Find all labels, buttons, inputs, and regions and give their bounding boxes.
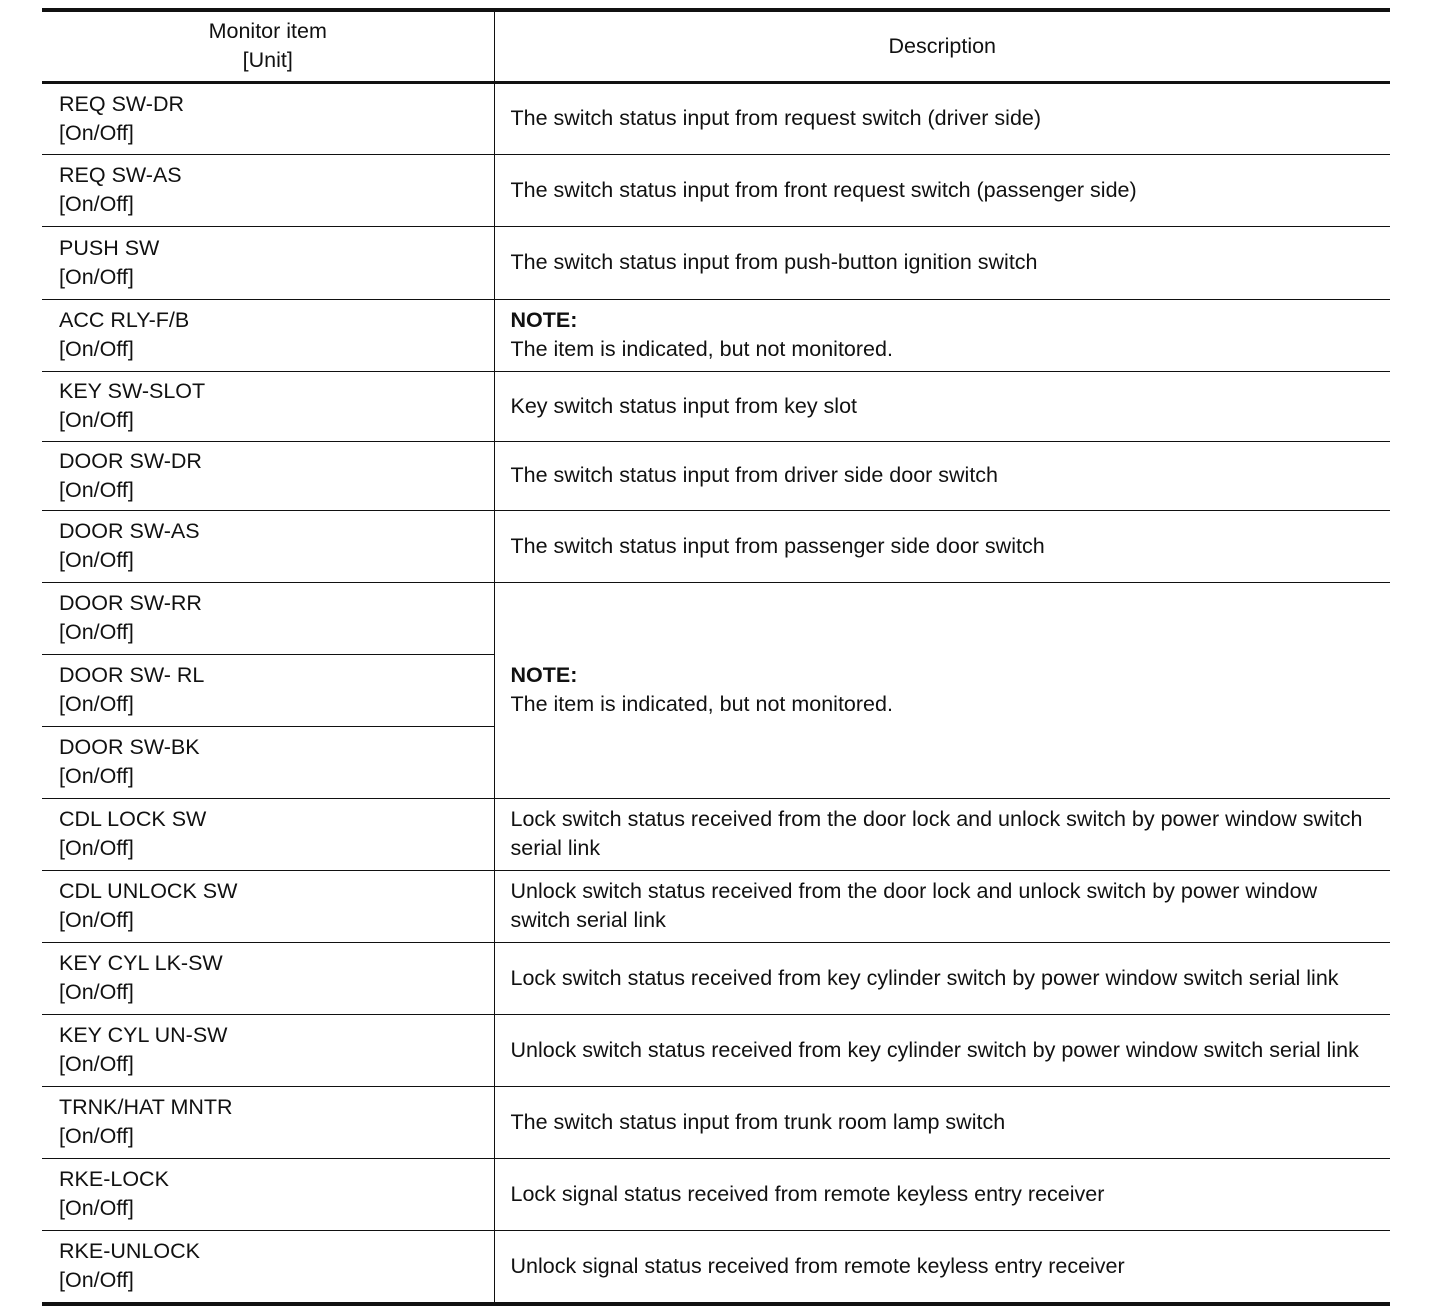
monitor-item-unit: [On/Off]: [59, 192, 134, 216]
table-row: [42, 582, 1390, 654]
table-row: [42, 154, 1390, 226]
monitor-item-cell: [42, 1086, 494, 1158]
table-row: [42, 798, 1390, 870]
table-row: [42, 1158, 1390, 1230]
table-row: [42, 942, 1390, 1014]
table-row: [42, 82, 1390, 154]
description-cell: [494, 582, 1390, 798]
monitor-item-name: REQ SW-DR: [59, 91, 185, 116]
table-row: [42, 441, 1390, 510]
monitor-item-cell: [42, 82, 494, 154]
monitor-item-cell: [42, 798, 494, 870]
monitor-item-cell: [42, 226, 494, 299]
description-cell: The switch status input from push-button ignition switch: [494, 226, 1390, 299]
monitor-item-cell: [42, 1014, 494, 1086]
monitor-item-name: DOOR SW-DR: [59, 448, 202, 473]
table-row: [42, 299, 1390, 371]
monitor-item-unit: [On/Off]: [59, 264, 134, 289]
monitor-item-name: REQ SW-AS: [59, 163, 182, 187]
monitor-item-unit: [On/Off]: [59, 408, 134, 432]
description-cell: Lock switch status received from key cylinder switch by power window switch serial link: [494, 942, 1390, 1014]
monitor-item-unit: [On/Off]: [59, 120, 134, 145]
table-row: [42, 1086, 1390, 1158]
monitor-item-unit: [On/Off]: [59, 548, 134, 572]
monitor-item-name: KEY CYL UN-SW: [59, 1023, 228, 1047]
monitor-item-cell: [42, 371, 494, 441]
description-cell: Unlock signal status received from remote keyless entry receiver: [494, 1230, 1390, 1304]
table-row: [42, 226, 1390, 299]
table-row: [42, 1230, 1390, 1304]
monitor-item-name: DOOR SW-RR: [59, 591, 202, 615]
table-row: [42, 371, 1390, 441]
description-cell: Unlock switch status received from key cylinder switch by power window switch serial link: [494, 1014, 1390, 1086]
header-description: Description: [494, 10, 1390, 82]
header-unit-label: [Unit]: [242, 48, 293, 73]
header-row: [42, 10, 1390, 82]
monitor-item-name: RKE-LOCK: [59, 1167, 169, 1191]
monitor-item-name: DOOR SW-BK: [59, 735, 200, 759]
table-header: [42, 10, 1390, 82]
monitor-item-unit: [On/Off]: [59, 836, 134, 860]
monitor-item-cell: [42, 870, 494, 942]
note-text: The item is indicated, but not monitored.: [510, 337, 893, 361]
monitor-item-unit: [On/Off]: [59, 1124, 134, 1148]
description-cell: The switch status input from passenger side door switch: [494, 510, 1390, 582]
description-cell: The switch status input from front request switch (passenger side): [494, 154, 1390, 226]
monitor-item-name: ACC RLY-F/B: [59, 308, 190, 332]
table-body: [42, 82, 1390, 1304]
description-cell: Lock switch status received from the door lock and unlock switch by power window switch serial link: [494, 798, 1390, 870]
monitor-item-unit: [On/Off]: [59, 980, 134, 1004]
monitor-item-name: TRNK/HAT MNTR: [59, 1095, 233, 1119]
description-cell: The switch status input from driver side door switch: [494, 441, 1390, 510]
description-cell: [494, 299, 1390, 371]
monitor-item-name: KEY SW-SLOT: [59, 379, 206, 403]
description-cell: The switch status input from request switch (driver side): [494, 82, 1390, 154]
monitor-item-table: [42, 8, 1390, 1306]
monitor-item-cell: [42, 1230, 494, 1304]
monitor-item-unit: [On/Off]: [59, 477, 134, 502]
monitor-item-unit: [On/Off]: [59, 337, 134, 361]
monitor-item-name: CDL UNLOCK SW: [59, 879, 238, 903]
description-cell: Lock signal status received from remote keyless entry receiver: [494, 1158, 1390, 1230]
table-row: [42, 510, 1390, 582]
monitor-item-name: RKE-UNLOCK: [59, 1239, 200, 1264]
monitor-item-unit: [On/Off]: [59, 1196, 134, 1220]
monitor-item-table-container: [42, 8, 1390, 1306]
monitor-item-cell: [42, 299, 494, 371]
header-monitor-item: [42, 10, 494, 82]
note-label: NOTE:: [510, 663, 578, 687]
monitor-item-cell: [42, 582, 494, 654]
monitor-item-unit: [On/Off]: [59, 908, 134, 932]
description-cell: Key switch status input from key slot: [494, 371, 1390, 441]
description-cell: Unlock switch status received from the door lock and unlock switch by power window switch serial link: [494, 870, 1390, 942]
monitor-item-unit: [On/Off]: [59, 620, 134, 644]
monitor-item-cell: [42, 1158, 494, 1230]
monitor-item-unit: [On/Off]: [59, 1268, 134, 1293]
note-label: NOTE:: [510, 308, 578, 332]
monitor-item-unit: [On/Off]: [59, 1052, 134, 1076]
monitor-item-name: CDL LOCK SW: [59, 807, 207, 831]
monitor-item-cell: [42, 942, 494, 1014]
monitor-item-cell: [42, 154, 494, 226]
monitor-item-unit: [On/Off]: [59, 764, 134, 788]
monitor-item-cell: [42, 441, 494, 510]
monitor-item-name: DOOR SW- RL: [59, 663, 205, 687]
description-cell: The switch status input from trunk room lamp switch: [494, 1086, 1390, 1158]
monitor-item-unit: [On/Off]: [59, 692, 134, 716]
monitor-item-cell: [42, 510, 494, 582]
monitor-item-name: KEY CYL LK-SW: [59, 951, 223, 975]
note-text: The item is indicated, but not monitored.: [510, 692, 893, 716]
table-row: [42, 1014, 1390, 1086]
monitor-item-cell: [42, 726, 494, 798]
header-monitor-item-label: Monitor item: [208, 19, 327, 44]
monitor-item-name: DOOR SW-AS: [59, 519, 200, 543]
monitor-item-cell: [42, 654, 494, 726]
monitor-item-name: PUSH SW: [59, 235, 160, 260]
table-row: [42, 870, 1390, 942]
